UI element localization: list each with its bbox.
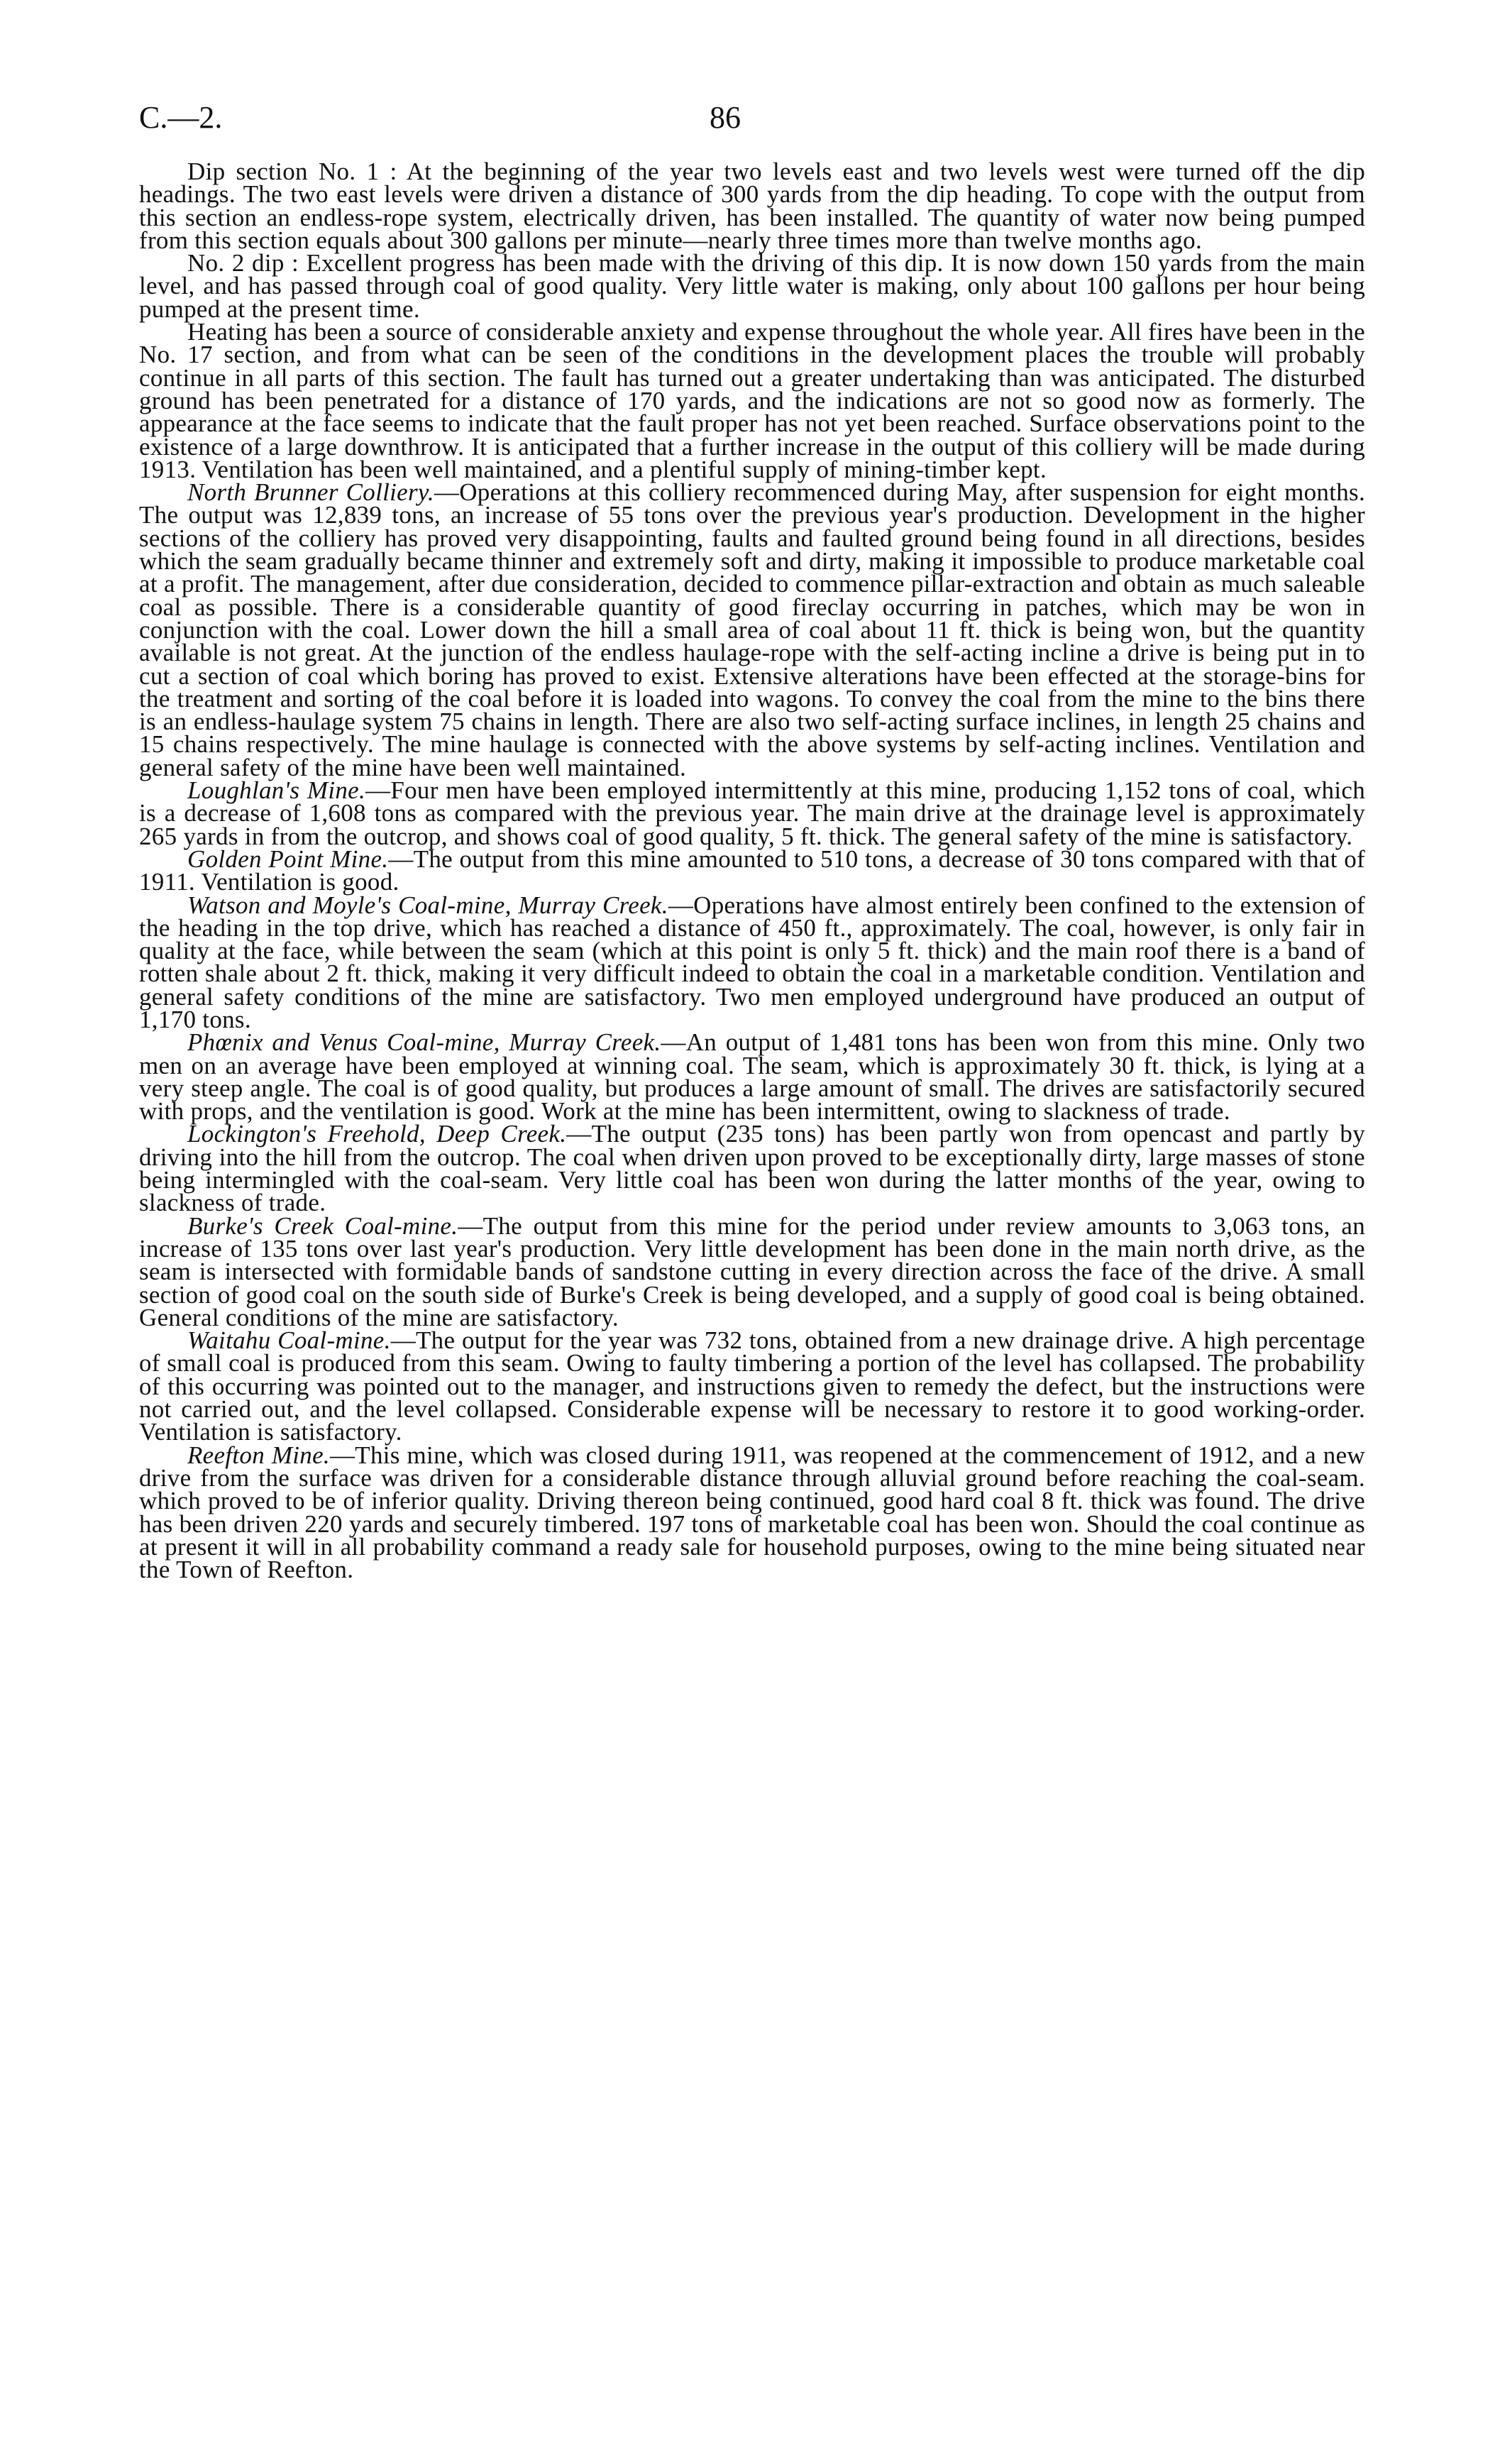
mine-name: Loughlan's Mine. xyxy=(187,776,366,805)
paragraph-text: —This mine, which was closed during 1911, was reopened at the commencement of 1912, and a new drive from the surface was driven for a considerable distance through alluvial ground before reaching the coal-seam. which proved to be of inferior quality. Driving thereon being continued, good hard coal 8 ft. thick was found. The drive has been driven 220 yards and securely timbered. 197 tons of marketable coal has been won. Should the coal continue as at present it will in all probability command a ready sale for household purposes, owing to the mine being situated near the Town of Reefton. xyxy=(139,1441,1365,1584)
paragraph xyxy=(139,1120,1366,1217)
mine-name: Phœnix and Venus Coal-mine, Murray Creek. xyxy=(187,1028,661,1057)
mine-name: Burke's Creek Coal-mine. xyxy=(187,1211,458,1240)
paragraph xyxy=(139,891,1365,1033)
paragraph-text: —The output from this mine amounted to 510 tons, a decrease of 30 tons compared with that of 1911. Ventilation is good. xyxy=(139,845,1365,896)
paragraph xyxy=(139,478,1365,781)
paragraph xyxy=(139,1326,1365,1446)
mine-name: Lockington's Freehold, Deep Creek. xyxy=(187,1120,567,1148)
paragraph-text: —Operations have almost entirely been confined to the extension of the heading in the top drive, which has reached a distance of 450 ft., approximately. The coal, however, is only fair in quality at the face, while between the seam (which at this point is only 5 ft. thick) and the main roof there is a band of rotten shale about 2 ft. thick, making it very difficult indeed to obtain the coal in a marketable condition. Ventilation and general safety conditions of the mine are satisfactory. Two men employed underground have produced an output of 1,170 tons. xyxy=(139,891,1365,1033)
mine-name: Watson and Moyle's Coal-mine, Murray Creek. xyxy=(187,891,668,919)
mine-name: North Brunner Colliery. xyxy=(187,478,434,507)
document-reference: C.—2. xyxy=(139,100,223,135)
paragraph xyxy=(139,249,1365,323)
paragraph-text: —Operations at this colliery recommenced during May, after suspension for eight months. The output was 12,839 tons, an increase of 55 tons over the previous year's production. Development in the higher sections of the colliery has proved very disappointing, faults and faulted ground being found in all directions, besides which the seam gradually became thinner and extremely soft and dirty, making it impossible to produce marketable coal at a profit. The management, after due consideration, decided to commence pillar-extraction and obtain as much saleable coal as possible. There is a considerable quantity of good fireclay occurring in patches, which may be won in conjunction with the coal. Lower down the hill a small area of coal about 11 ft. thick is being won, but the quantity available is not great. At the junction of the endless haulage-rope with the self-acting incline a drive is being put in to cut a section of coal which boring has proved to exist. Extensive alterations have been effected at the storage-bins for the treatment and sorting of the coal before it is loaded into wagons. To convey the coal from the mine to the bins there is an endless-haulage system 75 chains in length. There are also two self-acting surface inclines, in length 25 chains and 15 chains respectively. The mine haulage is connected with the above systems by self-acting inclines. Ventilation and general safety of the mine have been well maintained. xyxy=(139,478,1365,781)
paragraph-text: No. 2 dip : Excellent progress has been made with the driving of this dip. It is now down 150 yards from the main level, and has passed through coal of good quality. Very little water is making, only about 100 gallons per hour being pumped at the present time. xyxy=(139,249,1365,323)
paragraph xyxy=(139,1028,1365,1126)
paragraph xyxy=(139,1211,1366,1331)
mine-name: Golden Point Mine. xyxy=(187,845,389,873)
mine-name: Waitahu Coal-mine. xyxy=(187,1326,391,1355)
paragraph-text: Heating has been a source of considerable anxiety and expense throughout the whole year. All fires have been in the No. 17 section, and from what can be seen of the conditions in the development places the trouble will probably continue in all parts of this section. The fault has turned out a greater undertaking than was anticipated. The disturbed ground has been penetrated for a distance of 170 yards, and the indications are not so good now as formerly. The appearance at the face seems to indicate that the fault proper has not yet been reached. Surface observations point to the existence of a large downthrow. It is anticipated that a further increase in the output of this colliery will be made during 1913. Ventilation has been well maintained, and a plentiful supply of mining-timber kept. xyxy=(139,318,1365,483)
paragraph xyxy=(139,1441,1365,1584)
mine-name: Reefton Mine. xyxy=(187,1441,330,1469)
paragraph xyxy=(139,318,1365,483)
page-number: 86 xyxy=(710,100,741,135)
paragraph-text: —The output for the year was 732 tons, obtained from a new drainage drive. A high percentage of small coal is produced from this seam. Owing to faulty timbering a portion of the level has collapsed. The probability of this occurring was pointed out to the manager, and instructions given to remedy the defect, but the instructions were not carried out, and the level collapsed. Considerable expense will be necessary to restore it to good working-order. Ventilation is satisfactory. xyxy=(139,1326,1365,1446)
paragraph-text: —Four men have been employed intermittently at this mine, producing 1,152 tons of coal, which is a decrease of 1,608 tons as compared with the previous year. The main drive at the drainage level is approximately 265 yards in from the outcrop, and shows coal of good quality, 5 ft. thick. The general safety of the mine is satisfactory. xyxy=(139,776,1365,850)
paragraph xyxy=(139,160,1365,252)
paragraph-text: Dip section No. 1 : At the beginning of the year two levels east and two levels west were turned off the dip headings. The two east levels were driven a distance of 300 yards from the dip heading. To cope with the output from this section an endless-rope system, electrically driven, has been installed. The quantity of water now being pumped from this section equals about 300 gallons per minute—nearly three times more than twelve months ago. xyxy=(139,158,1365,254)
paragraph-text: —An output of 1,481 tons has been won from this mine. Only two men on an average have been employed at winning coal. The seam, which is approximately 30 ft. thick, is lying at a very steep angle. The coal is of good quality, but produces a large amount of small. The drives are satisfactorily secured with props, and the ventilation is good. Work at the mine has been intermittent, owing to slackness of trade. xyxy=(139,1028,1365,1126)
report-body xyxy=(139,158,1366,1584)
paragraph xyxy=(139,776,1365,850)
paragraph-text: —The output from this mine for the period under review amounts to 3,063 tons, an increase of 135 tons over last year's production. Very little development has been done in the main north drive, as the seam is intersected with formidable bands of sandstone cutting in every direction across the face of the drive. A small section of good coal on the south side of Burke's Creek is being developed, and a supply of good coal is being obtained. General conditions of the mine are satisfactory. xyxy=(139,1211,1366,1331)
paragraph-text: —The output (235 tons) has been partly won from opencast and partly by driving into the hill from the outcrop. The coal when driven upon proved to be exceptionally dirty, large masses of stone being intermingled with the coal-seam. Very little coal has been won during the latter months of the year, owing to slackness of trade. xyxy=(139,1120,1366,1217)
paragraph xyxy=(139,845,1365,896)
